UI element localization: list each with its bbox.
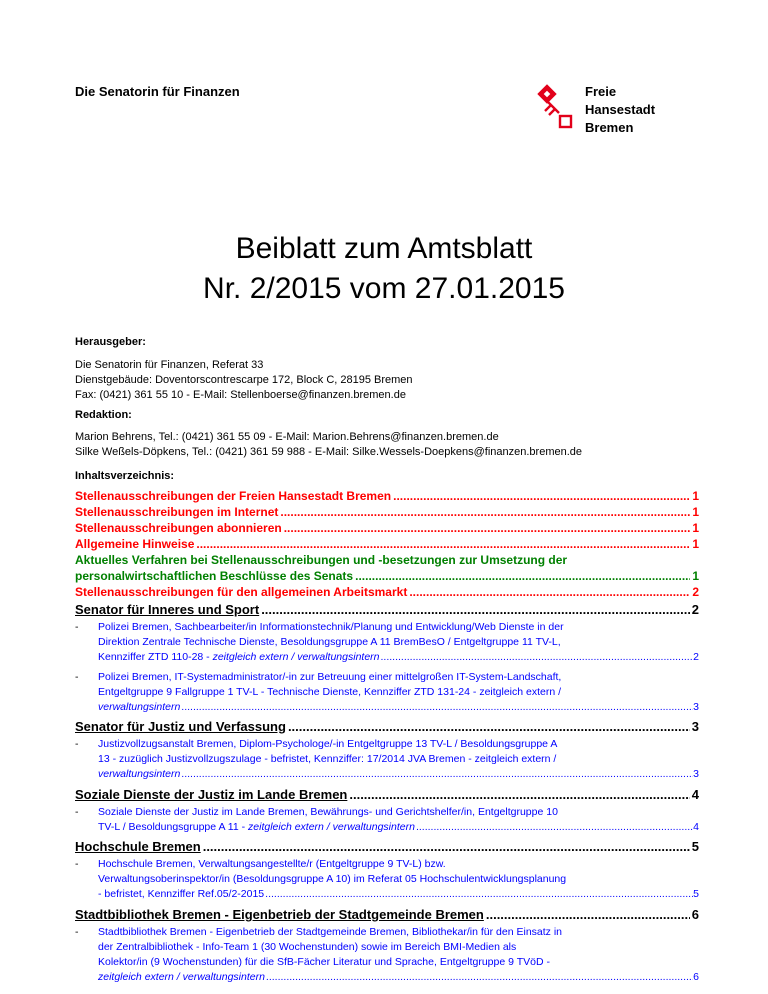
editorial-info [75, 430, 582, 460]
city-line: Bremen [585, 120, 634, 135]
toc-page-number: 1 [692, 521, 699, 535]
toc-section[interactable]: Soziale Dienste der Justiz im Lande Bremen ..... 4 [75, 787, 699, 803]
toc-entry[interactable]: Stellenausschreibungen für den allgemeinen Arbeitsmarkt ..... 2 [75, 585, 699, 601]
toc-page-number: 3 [693, 701, 699, 713]
toc-page-number: 4 [691, 787, 699, 802]
toc-entry[interactable]: Stellenausschreibungen der Freien Hansestadt Bremen ..... 1 [75, 489, 699, 505]
editorial-line: Marion Behrens, Tel.: (0421) 361 55 09 - E-Mail: Marion.Behrens@finanzen.bremen.de [75, 431, 499, 443]
publisher-line: Fax: (0421) 361 55 10 - E-Mail: Stellenboerse@finanzen.bremen.de [75, 389, 406, 401]
list-dash: - [75, 621, 79, 633]
toc-page-number: 3 [693, 768, 699, 780]
toc-entry[interactable]: Allgemeine Hinweise ..... 1 [75, 537, 699, 553]
toc-section[interactable]: Senator für Justiz und Verfassung ..... 3 [75, 719, 699, 735]
bremen-key-logo-icon [537, 80, 577, 130]
toc-label: Inhaltsverzeichnis: [75, 470, 175, 482]
toc-section[interactable]: Stadtbibliothek Bremen - Eigenbetrieb der Stadtgemeinde Bremen ..... 6 [75, 907, 699, 923]
toc-page-number: 3 [691, 719, 699, 734]
list-dash: - [75, 671, 79, 683]
toc-page-number: 1 [692, 537, 699, 551]
editorial-line: Silke Weßels-Döpkens, Tel.: (0421) 361 59 988 - E-Mail: Silke.Wessels-Doepkens@finanzen.bremen.de [75, 446, 583, 458]
title-line-2: Nr. 2/2015 vom 27.01.2015 [203, 272, 565, 305]
toc-page-number: 2 [691, 602, 699, 617]
document-page: Die Senatorin für Finanzen Freie Hansestadt Bremen Beiblatt zum Amtsblatt Nr. 2/2015 vom 27.01.2015 Herausgeber: Die Senatorin für Finanzen, Referat 33 Dienstgebäude: Doventorscontrescarpe 172, Block C, 28195 Bremen Fax: (0421) 361 55 10 - E-Mail: Stellenboerse@finanzen.bremen.de Redaktion: Marion Behrens, Tel.: (0421) 361 55 09 - E-Mail: Marion.Behrens@finanzen.bremen.de Silke Weßels-Döpkens, Tel.: (0421) 361 59 988 - E-Mail: Silke.Wessels-Doepkens@finanzen.bremen.de Inhaltsverzeichnis: Stellenausschreibungen der Freien Hansestadt Bremen ..... 1 Stellenausschreibungen im Internet ..... 1 Stellenausschreibungen abonnieren ..... 1 Allgemeine Hinweise ..... 1 Aktuelles Verfahren bei Stellenausschreibungen und -besetzungen zur Umsetzung der personalwirtschaftlichen Beschlüsse des Senats ..... 1 Stellenausschreibungen für den allgemeinen Arbeitsmarkt ..... 2 Senator für Inneres und Sport ..... 2 - Polizei Bremen, Sachbearbeiter/in Informationstechnik/Planung und Entwicklung/Web Dienste in der Direktion Zentrale Technische Dienste, Besoldungsgruppe A 11 BremBesO / Entgeltgruppe 11 TV-L, Kennziffer ZTD 110-28 - zeitgleich extern / verwaltungsintern ..... 2 - Polizei Bremen, IT-Systemadministrator/-in zur Betreuung einer mittelgroßen IT-System-Landschaft, Entgeltgruppe 9 Fallgruppe 1 TV-L - Technische Dienste, Kennziffer ZTD 131-24 - zeitgleich extern / verwaltungsintern ..... 3 Senator für Justiz und Verfassung ..... 3 - Justizvollzugsanstalt Bremen, Diplom-Psychologe/-in Entgeltgruppe 13 TV-L / Besoldungsgruppe A 13 - zuzüglich Justizvollzugszulage - befristet, Kennziffer: 17/2014 JVA Bremen - zeitgleich extern / verwaltungsintern ..... 3 Soziale Dienste der Justiz im Lande Bremen ..... 4 - Soziale Dienste der Justiz im Lande Bremen, Bewährungs- und Gerichtshelfer/in, Entgeltgruppe 10 TV-L / Besoldungsgruppe A 11 - zeitgleich extern / verwaltungsintern ..... 4 Hochschule Bremen ..... 5 - Hochschule Bremen, Verwaltungsangestellte/r (Entgeltgruppe 9 TV-L) bzw. Verwaltungsoberinspektor/in (Besoldungsgruppe A 10) im Referat 05 Hochschulentwicklungsplanung - befristet, Kennziffer Ref.05/2-2015 ..... 5 Stadtbibliothek Bremen - Eigenbetrieb der Stadtgemeinde Bremen ..... 6 - Stadtbibliothek Bremen - Eigenbetrieb der Stadtgemeinde Bremen, Bibliothekar/in für den Einsatz in der Zentralbibliothek - Info-Team 1 (30 Wochenstunden) sowie im Bereich BMI-Medien als Kolektor/in (9 Wochenstunden) für die SfB-Fächer Literatur und Sprache, Entgeltgruppe 9 TVöD - zeitgleich extern / verwaltungsintern ..... 6 [0, 0, 768, 994]
toc-page-number: 1 [692, 569, 699, 583]
toc-page-number: 4 [693, 821, 699, 833]
toc-page-number: 6 [693, 971, 699, 983]
city-line: Hansestadt [585, 102, 656, 117]
list-dash: - [75, 858, 79, 870]
city-name [585, 83, 655, 137]
list-dash: - [75, 738, 79, 750]
list-dash: - [75, 926, 79, 938]
toc-page-number: 5 [691, 839, 699, 854]
publisher-label: Herausgeber: [75, 336, 146, 348]
toc-page-number: 1 [692, 505, 699, 519]
editorial-label: Redaktion: [75, 409, 132, 421]
toc-entry[interactable]: Stellenausschreibungen im Internet ..... 1 [75, 505, 699, 521]
toc-section[interactable]: Senator für Inneres und Sport ..... 2 [75, 602, 699, 618]
toc-page-number: 2 [693, 651, 699, 663]
publisher-line: Die Senatorin für Finanzen, Referat 33 [75, 359, 264, 371]
list-dash: - [75, 806, 79, 818]
toc-page-number: 6 [691, 907, 699, 922]
publisher-line: Dienstgebäude: Doventorscontrescarpe 172, Block C, 28195 Bremen [75, 374, 413, 386]
city-line: Freie [585, 84, 617, 99]
toc-entry[interactable]: Aktuelles Verfahren bei Stellenausschreibungen und -besetzungen zur Umsetzung der personalwirtschaftlichen Beschlüsse des Senats ..... 1 [75, 553, 699, 585]
toc-entry[interactable]: Stellenausschreibungen abonnieren ..... 1 [75, 521, 699, 537]
title-line-1: Beiblatt zum Amtsblatt [235, 232, 533, 265]
toc-page-number: 1 [692, 489, 699, 503]
toc-page-number: 5 [693, 888, 699, 900]
publisher-info [75, 358, 413, 403]
sender-name: Die Senatorin für Finanzen [75, 84, 240, 99]
toc-section[interactable]: Hochschule Bremen ..... 5 [75, 839, 699, 855]
toc-page-number: 2 [692, 585, 699, 599]
